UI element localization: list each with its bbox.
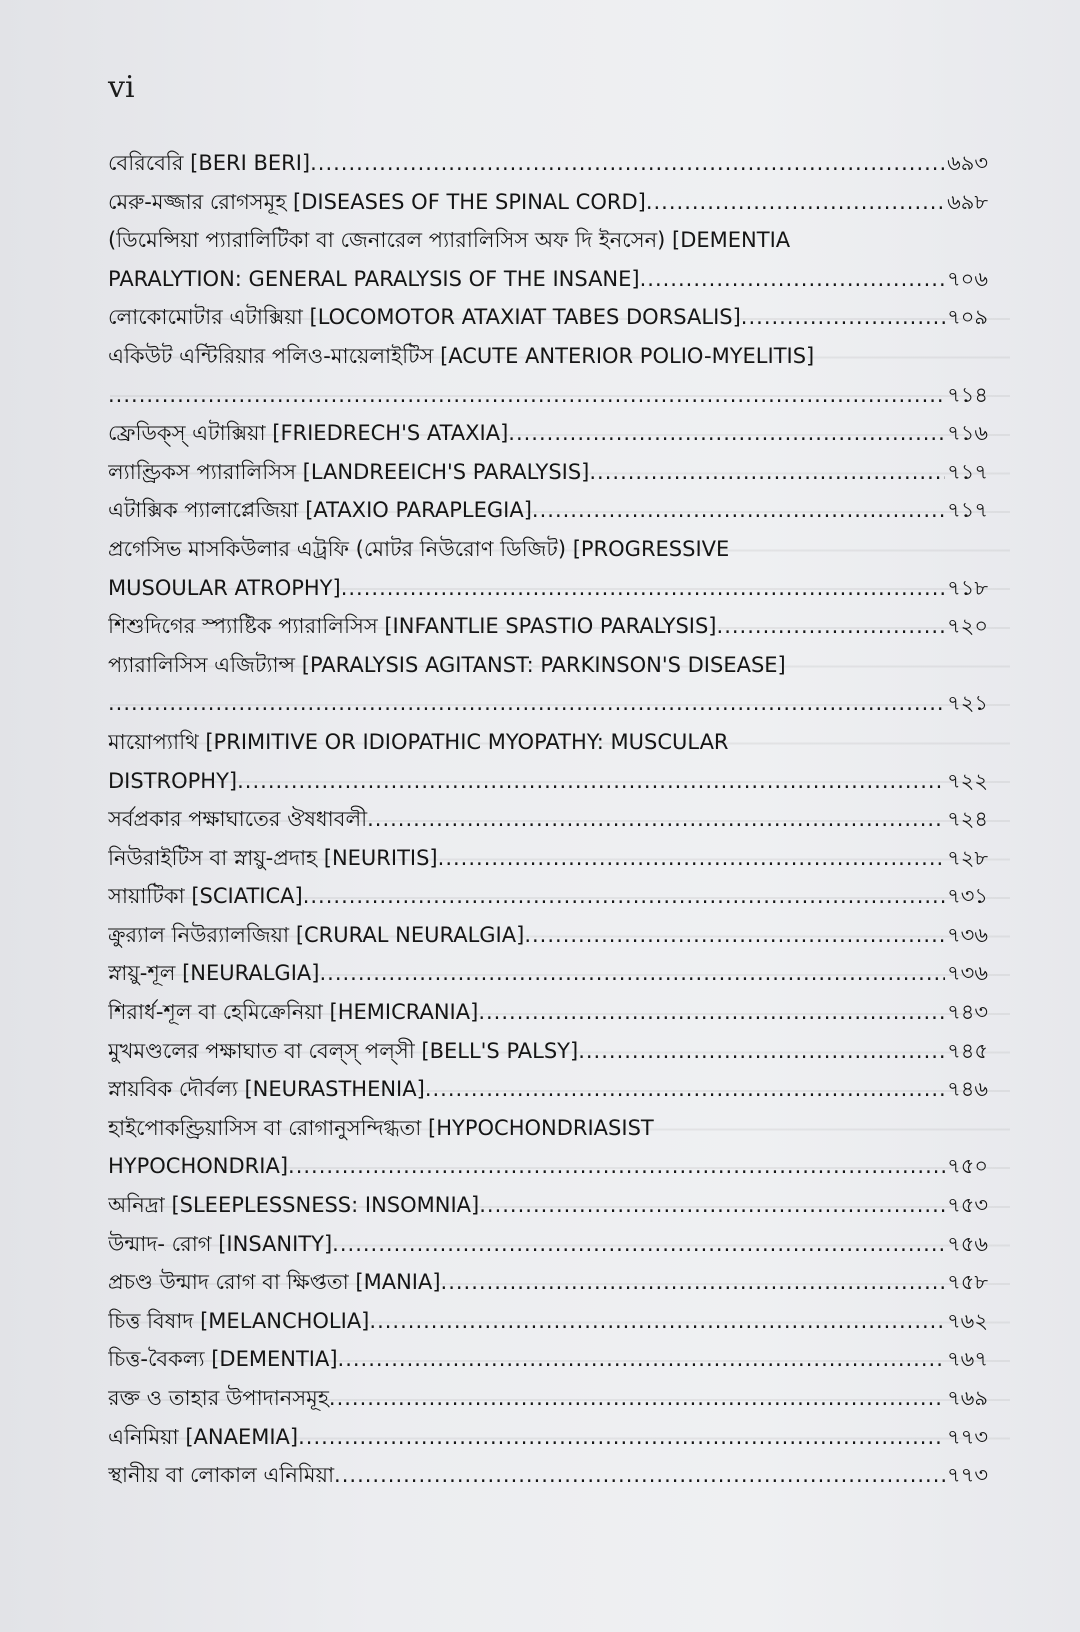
toc-entry bbox=[108, 414, 988, 453]
toc-entry-line bbox=[108, 530, 988, 569]
toc-page-number: ৭২৮ bbox=[947, 845, 988, 870]
toc-entry bbox=[108, 1109, 988, 1186]
toc-entry-line bbox=[108, 684, 988, 723]
toc-entry-line bbox=[108, 453, 988, 492]
toc-entry bbox=[108, 607, 988, 646]
toc-page-number: ৭০৯ bbox=[947, 305, 988, 330]
toc-entry-line bbox=[108, 1070, 988, 1109]
toc-entry-title: একিউট এন্টিরিয়ার পলিও-মায়েলাইটিস [ACUTE ANTERIOR POLIO-MYELITIS] bbox=[108, 343, 815, 368]
toc-entry-title: PARALYTION: GENERAL PARALYSIS OF THE INSANE] bbox=[108, 266, 640, 291]
toc-page-number: ৭৫৬ bbox=[947, 1231, 988, 1256]
toc-entry bbox=[108, 221, 988, 298]
toc-page-number: ৭২০ bbox=[947, 614, 988, 639]
toc-entry-title: সায়াটিকা [SCIATICA] bbox=[108, 884, 303, 909]
toc-entry-line bbox=[108, 1109, 988, 1148]
dot-leader bbox=[338, 1340, 946, 1379]
toc-entry bbox=[108, 1340, 988, 1379]
dot-leader bbox=[334, 1456, 945, 1495]
toc-entry-line bbox=[108, 144, 988, 183]
toc-entry-title: স্নায়বিক দৌর্বল্য [NEURASTHENIA] bbox=[108, 1077, 425, 1102]
toc-page-number: ৭০৬ bbox=[947, 266, 988, 291]
toc-entry-line bbox=[108, 800, 988, 839]
toc-entry bbox=[108, 954, 988, 993]
toc-entry-title: ফ্রেডিক্স্ এটাক্সিয়া [FRIEDRECH'S ATAXIA] bbox=[108, 421, 509, 446]
toc-entry-line bbox=[108, 762, 988, 801]
toc-entry-line bbox=[108, 607, 988, 646]
toc-entry-line bbox=[108, 723, 988, 762]
toc-entry-line bbox=[108, 1302, 988, 1341]
dot-leader bbox=[288, 1147, 945, 1186]
toc-entry-line bbox=[108, 1186, 988, 1225]
toc-entry-line bbox=[108, 1456, 988, 1495]
dot-leader bbox=[479, 1186, 945, 1225]
toc-entry-title: নিউরাইটিস বা স্নায়ু-প্রদাহ [NEURITIS] bbox=[108, 845, 438, 870]
toc-page-number: ৭৪৫ bbox=[947, 1038, 988, 1063]
toc-page-number: ৭৩৬ bbox=[947, 922, 988, 947]
dot-leader bbox=[237, 762, 945, 801]
toc-entry bbox=[108, 1186, 988, 1225]
toc-page-number: ৭১৬ bbox=[947, 421, 988, 446]
toc-entry-line bbox=[108, 569, 988, 608]
toc-page-number: ৭৪৩ bbox=[947, 1000, 988, 1025]
toc-entry-title: MUSOULAR ATROPHY] bbox=[108, 575, 341, 600]
toc-page-number: ৭৪৬ bbox=[947, 1077, 988, 1102]
toc-entry-title: স্নায়ু-শূল [NEURALGIA] bbox=[108, 961, 320, 986]
toc-entry bbox=[108, 337, 988, 414]
toc-entry-title: HYPOCHONDRIA] bbox=[108, 1154, 289, 1179]
toc-entry-title: প্রগেসিভ মাসকিউলার এট্রফি (মোটর নিউরোণ ডিজিট) [PROGRESSIVE bbox=[108, 536, 730, 561]
toc-entry-title: মেরু-মজ্জার রোগসমূহ [DISEASES OF THE SPINAL CORD] bbox=[108, 189, 646, 214]
dot-leader bbox=[717, 607, 946, 646]
toc-page-number: ৭৬৭ bbox=[947, 1347, 988, 1372]
toc-page-number: ৭৩১ bbox=[947, 884, 988, 909]
toc-entry-line bbox=[108, 183, 988, 222]
toc-page-number: ৭১৮ bbox=[947, 575, 988, 600]
toc-entry-title: শিরার্ধ-শূল বা হেমিক্রেনিয়া [HEMICRANIA] bbox=[108, 1000, 479, 1025]
toc-entry-title: চিত্ত বিষাদ [MELANCHOLIA] bbox=[108, 1308, 370, 1333]
dot-leader bbox=[524, 916, 945, 955]
toc-entry bbox=[108, 453, 988, 492]
toc-entry-line bbox=[108, 916, 988, 955]
toc-entry bbox=[108, 1379, 988, 1418]
toc-entry bbox=[108, 144, 988, 183]
toc-entry-title: (ডিমেন্সিয়া প্যারালিটিকা বা জেনারেল প্যারালিসিস অফ দি ইনসেন) [DEMENTIA bbox=[108, 228, 791, 253]
dot-leader bbox=[319, 954, 945, 993]
toc-page-number: ৭৫৮ bbox=[947, 1270, 988, 1295]
dot-leader bbox=[329, 1379, 945, 1418]
toc-page-number: ৭৭৩ bbox=[947, 1424, 988, 1449]
toc-entry bbox=[108, 646, 988, 723]
toc-entry-title: এটাক্সিক প্যালাপ্লেজিয়া [ATAXIO PARAPLEGIA] bbox=[108, 498, 532, 523]
toc-entry-line bbox=[108, 954, 988, 993]
toc-entry-title: অনিদ্রা [SLEEPLESSNESS: INSOMNIA] bbox=[108, 1193, 480, 1218]
toc-page-number: ৭২২ bbox=[947, 768, 988, 793]
toc-entry-title: শিশুদিগের স্প্যাষ্টিক প্যারালিসিস [INFANTLIE SPASTIO PARALYSIS] bbox=[108, 614, 717, 639]
toc-page-number: ৭১৭ bbox=[947, 459, 988, 484]
toc-entry-title: মায়োপ্যাথি [PRIMITIVE OR IDIOPATHIC MYOPATHY: MUSCULAR bbox=[108, 729, 729, 754]
toc-entry-title: সর্বপ্রকার পক্ষাঘাতের ঔষধাবলী bbox=[108, 807, 368, 832]
dot-leader bbox=[578, 1032, 945, 1071]
toc-entry bbox=[108, 916, 988, 955]
toc-page-number: ৭৬২ bbox=[947, 1308, 988, 1333]
toc-entry-title: বেরিবেরি [BERI BERI] bbox=[108, 151, 311, 175]
toc-entry bbox=[108, 1456, 988, 1495]
toc-page-number: ৭৭৩ bbox=[947, 1463, 988, 1488]
toc-entry bbox=[108, 1225, 988, 1264]
toc-entry-line bbox=[108, 1379, 988, 1418]
toc-entry-line bbox=[108, 646, 988, 685]
dot-leader bbox=[303, 877, 945, 916]
toc-entry bbox=[108, 1032, 988, 1071]
toc-page-number: ৭৫০ bbox=[947, 1154, 988, 1179]
toc-page-number: ৭১৭ bbox=[947, 498, 988, 523]
toc-entry-line bbox=[108, 1263, 988, 1302]
toc-entry-title: চিত্ত-বৈকল্য [DEMENTIA] bbox=[108, 1347, 338, 1372]
toc-entry-title: প্রচণ্ড উন্মাদ রোগ বা ক্ষিপ্ততা [MANIA] bbox=[108, 1270, 441, 1295]
dot-leader bbox=[341, 569, 945, 608]
toc-entry-line bbox=[108, 260, 988, 299]
toc-entry bbox=[108, 1302, 988, 1341]
toc-entry-title: ক্রুর‍্যাল নিউর‍্যালজিয়া [CRURAL NEURALGIA] bbox=[108, 922, 525, 947]
toc-page-number: ৭৫৩ bbox=[947, 1193, 988, 1218]
toc-page-number: ৭২৪ bbox=[947, 807, 988, 832]
toc-page-number: ৬৯৮ bbox=[947, 189, 988, 214]
toc-entry-title: রক্ত ও তাহার উপাদানসমূহ bbox=[108, 1386, 329, 1410]
toc-entry bbox=[108, 298, 988, 337]
toc-entry bbox=[108, 1418, 988, 1457]
toc-entry-line bbox=[108, 993, 988, 1032]
toc-entry-title: স্থানীয় বা লোকাল এনিমিয়া bbox=[108, 1463, 335, 1488]
toc-entry-line bbox=[108, 1225, 988, 1264]
dot-leader bbox=[441, 1263, 946, 1302]
toc-entry-line bbox=[108, 1147, 988, 1186]
toc-page-number: ৭৬৯ bbox=[947, 1386, 988, 1410]
toc-entry-title: ল্যাণ্ড্রিকস প্যারালিসিস [LANDREEICH'S PARALYSIS] bbox=[108, 459, 590, 484]
toc-entry-line bbox=[108, 1418, 988, 1457]
dot-leader bbox=[298, 1418, 945, 1457]
toc-entry-line bbox=[108, 839, 988, 878]
dot-leader bbox=[108, 376, 945, 415]
toc-entry bbox=[108, 800, 988, 839]
toc-entry-title: লোকোমোটার এটাক্সিয়া [LOCOMOTOR ATAXIAT TABES DORSALIS] bbox=[108, 305, 741, 330]
toc-entry-title: প্যারালিসিস এজিট্যান্স [PARALYSIS AGITANST: PARKINSON'S DISEASE] bbox=[108, 652, 786, 677]
dot-leader bbox=[438, 839, 945, 878]
dot-leader bbox=[332, 1225, 945, 1264]
toc-page-number: ৬৯৩ bbox=[947, 151, 988, 175]
toc-page-number: ৭১৪ bbox=[947, 382, 988, 407]
dot-leader bbox=[640, 260, 945, 299]
toc-entry-line bbox=[108, 298, 988, 337]
toc-entry bbox=[108, 1263, 988, 1302]
dot-leader bbox=[478, 993, 945, 1032]
dot-leader bbox=[367, 800, 945, 839]
toc-entry bbox=[108, 993, 988, 1032]
toc-entry-line bbox=[108, 491, 988, 530]
toc-entry bbox=[108, 530, 988, 607]
toc-entry bbox=[108, 839, 988, 878]
dot-leader bbox=[589, 453, 945, 492]
dot-leader bbox=[508, 414, 945, 453]
dot-leader bbox=[741, 298, 945, 337]
toc-entry-line bbox=[108, 1032, 988, 1071]
toc-entry bbox=[108, 877, 988, 916]
toc-entry-title: এনিমিয়া [ANAEMIA] bbox=[108, 1424, 299, 1449]
dot-leader bbox=[369, 1302, 945, 1341]
toc-entry-line bbox=[108, 1340, 988, 1379]
toc-entry-line bbox=[108, 376, 988, 415]
toc-entry bbox=[108, 491, 988, 530]
toc-entry-title: হাইপোকণ্ড্রিয়াসিস বা রোগানুসন্দিগ্ধতা [HYPOCHONDRIASIST bbox=[108, 1115, 654, 1140]
toc-entry-line bbox=[108, 877, 988, 916]
toc-entry-line bbox=[108, 221, 988, 260]
table-of-contents bbox=[108, 144, 988, 1495]
toc-entry-title: উন্মাদ- রোগ [INSANITY] bbox=[108, 1231, 333, 1256]
page-number: vi bbox=[108, 70, 135, 105]
toc-page-number: ৭২১ bbox=[947, 691, 988, 716]
toc-entry bbox=[108, 1070, 988, 1109]
toc-entry-title: মুখমণ্ডলের পক্ষাঘাত বা বেল্স্ পল্সী [BELL'S PALSY] bbox=[108, 1038, 579, 1063]
toc-page-number: ৭৩৬ bbox=[947, 961, 988, 986]
dot-leader bbox=[646, 183, 945, 222]
dot-leader bbox=[108, 684, 945, 723]
toc-entry bbox=[108, 183, 988, 222]
toc-entry-line bbox=[108, 337, 988, 376]
dot-leader bbox=[310, 144, 945, 183]
dot-leader bbox=[425, 1070, 945, 1109]
toc-entry-line bbox=[108, 414, 988, 453]
toc-entry-title: DISTROPHY] bbox=[108, 768, 238, 793]
dot-leader bbox=[532, 491, 945, 530]
toc-entry bbox=[108, 723, 988, 800]
